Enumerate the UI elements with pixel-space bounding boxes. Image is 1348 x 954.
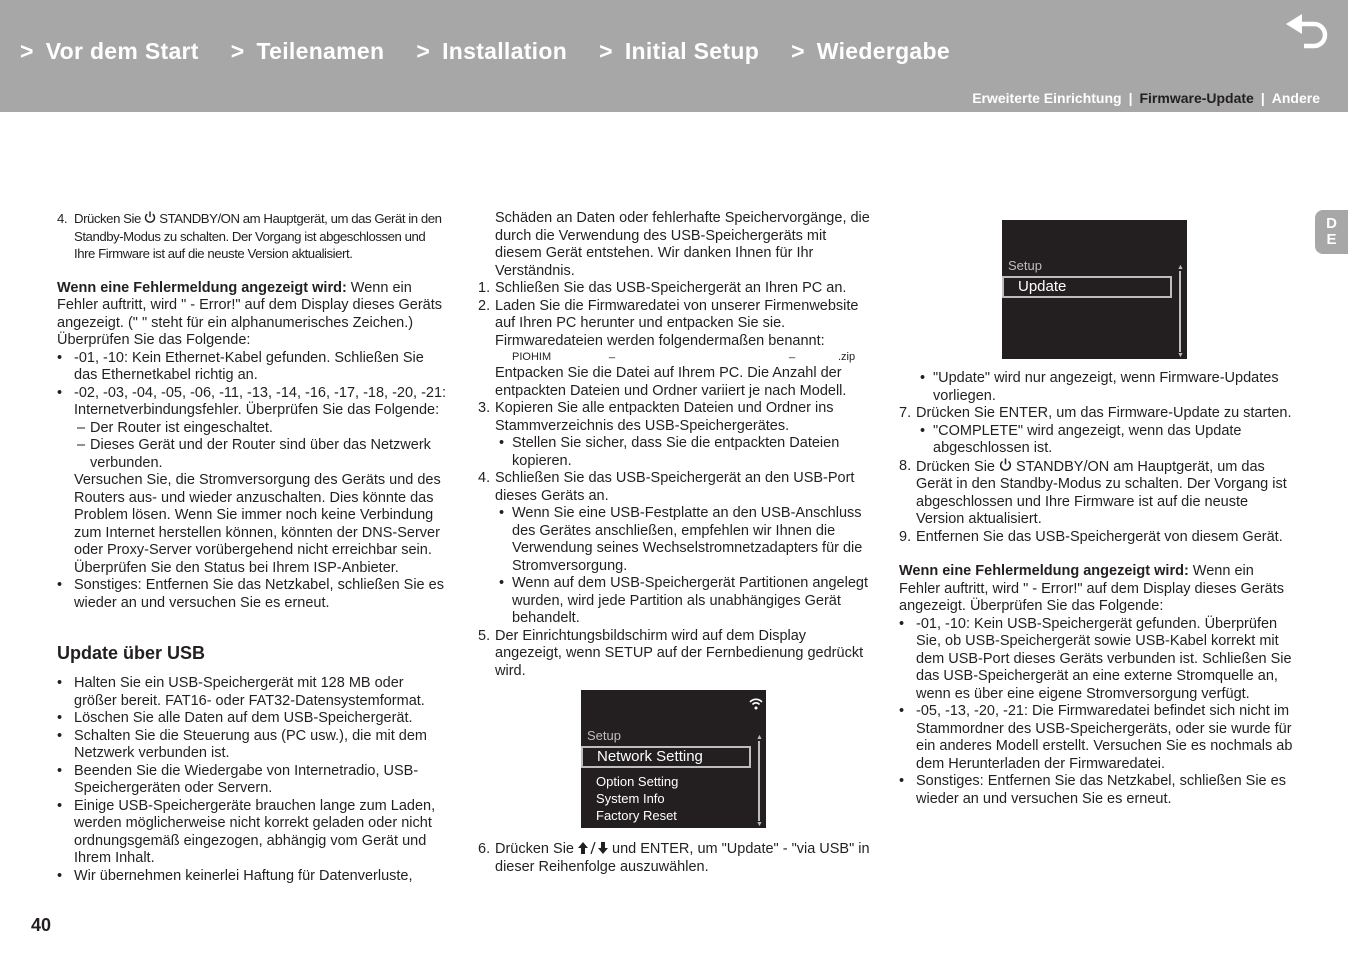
usb-step-8: 8. Drücken Sie STANDBY/ON am Hauptgerät, um das Gerät in den Standby-Modus zu schalten. Der Vorgang ist abgeschlossen und Ihre Firmware ist auf die neuste Version aktualisiert. xyxy=(899,457,1287,527)
check-item-2: – Dieses Gerät und der Router sind über das Netzwerk verbunden. xyxy=(77,437,431,471)
scroll-down-icon: ▼ xyxy=(756,821,763,828)
error-bullet-1: • -01, -10: Kein Ethernet-Kabel gefunden. Schließen Sie das Ethernetkabel richtig an. xyxy=(57,349,424,383)
usb-error-paragraph: Wenn eine Fehlermeldung angezeigt wird: Wenn ein Fehler auftritt, wird " - Error!" auf dem Display dieses Geräts angezeigt. Überprüfen Sie das Folgende: xyxy=(899,563,1285,614)
page-number: 40 xyxy=(31,915,52,935)
usb-step-2: 2. Laden Sie die Firmwaredatei von unserer Firmenwebsite auf Ihren PC herunter und entpacken Sie sie. Firmwaredateien werden folgendermaßen benannt: xyxy=(478,297,859,349)
usb-step-7: 7. Drücken Sie ENTER, um das Firmware-Update zu starten. xyxy=(899,405,1292,421)
firmware-filename: PIOHIM _ _ .zip xyxy=(512,347,856,363)
up-down-arrow-icon xyxy=(578,842,608,854)
usb-step-3-note: • Stellen Sie sicher, dass Sie die entpackten Dateien kopieren. xyxy=(499,435,840,469)
usb-step-4-note-1: • Wenn Sie eine USB-Festplatte an den USB-Anschluss des Gerätes anschließen, empfehlen wir Ihnen die Verwendung seines Wechselstromnetzadapters für die Stromversorgung. xyxy=(499,505,863,574)
column-2 xyxy=(478,210,870,876)
usb-error-bullet-1: • -01, -10: Kein USB-Speichergerät gefunden. Überprüfen Sie, ob USB-Speichergerät sowie USB-Kabel korrekt mit dem USB-Port dieses Geräts verbunden ist. Schließen Sie das USB-Speichergerät an eine externe Stromquelle an, wenn es über eine eigene Stromversorgung verfügt. xyxy=(899,615,1292,702)
usb-step-3: 3. Kopieren Sie alle entpackten Dateien und Ordner ins Stammverzeichnis des USB-Speichergerätes. xyxy=(478,400,834,434)
subnav-erweiterte-einrichtung[interactable]: Erweiterte Einrichtung xyxy=(972,90,1122,106)
scroll-down-icon-2: ▼ xyxy=(1177,352,1184,359)
subnav-firmware-update[interactable]: Firmware-Update xyxy=(1139,90,1254,106)
scrollbar-2[interactable] xyxy=(1179,271,1181,352)
usb-step-2-more: Entpacken Sie die Datei auf Ihrem PC. Die Anzahl der entpackten Dateien und Ordner variiert je nach Modell. xyxy=(495,365,847,399)
error-bullet-2: • -02, -03, -04, -05, -06, -11, -13, -14, -16, -17, -18, -20, -21: Internetverbindungsfehler. Überprüfen Sie das Folgende: xyxy=(57,384,447,418)
nav-wiedergabe[interactable]: > Wiedergabe xyxy=(791,38,950,64)
nav-vor-dem-start[interactable]: > Vor dem Start xyxy=(20,38,199,64)
nav-installation[interactable]: > Installation xyxy=(416,38,568,64)
usb-bullet-4: • Beenden Sie die Wiedergabe von Internetradio, USB-Speichergeräten oder Servern. xyxy=(57,762,419,796)
usb-step-4: 4. Schließen Sie das USB-Speichergerät an den USB-Port dieses Geräts an. xyxy=(478,470,855,504)
menu-item-update[interactable]: Update xyxy=(1002,276,1172,298)
back-arrow-icon[interactable] xyxy=(1284,14,1330,52)
usb-update-heading: Update über USB xyxy=(57,643,206,663)
menu-item-factory-reset[interactable]: Factory Reset xyxy=(596,808,677,823)
menu-item-network-setting[interactable]: Network Setting xyxy=(581,746,751,768)
usb-step-1: 1. Schließen Sie das USB-Speichergerät an Ihren PC an. xyxy=(478,280,847,296)
scrollbar[interactable] xyxy=(758,741,760,821)
language-tab: D E xyxy=(1315,210,1348,254)
error-bullet-2-more: Versuchen Sie, die Stromversorgung des Geräts und des Routers aus- und wieder anzuschalten. Dies könnte das Problem lösen. Wenn Sie immer noch keine Verbindung zum Internet herstellen können, könnten der DNS-Server oder Proxy-Server vorübergehend nicht erreichbar sein. Überprüfen Sie den Status bei Ihrem ISP-Anbieter. xyxy=(74,472,441,576)
usb-step-4-note-2: • Wenn auf dem USB-Speichergerät Partitionen angelegt wurden, wird jede Partition als unabhängiges Gerät behandelt. xyxy=(499,575,869,626)
error-paragraph: Wenn eine Fehlermeldung angezeigt wird: Wenn ein Fehler auftritt, wird " - Error!" auf dem Display dieses Geräts angezeigt. (" " steht für ein alphanumerisches Zeichen.) Überprüfen Sie das Folgende: xyxy=(57,279,443,348)
column-3 xyxy=(899,210,1294,808)
usb-bullet-6: • Wir übernehmen keinerlei Haftung für Datenverluste, xyxy=(57,867,413,884)
scroll-up-icon: ▲ xyxy=(756,734,763,741)
header-bar xyxy=(0,0,1348,112)
usb-error-bullet-2: • -05, -13, -20, -21: Die Firmwaredatei befindet sich nicht im Stammordner des USB-Speichergeräts, oder sie wurde für ein anderes Modell erstellt. Versuchen Sie es nochmals ab dem Herunterladen der Firmwaredatei. xyxy=(899,703,1293,772)
main-nav xyxy=(20,38,950,65)
nav-initial-setup[interactable]: > Initial Setup xyxy=(599,38,760,64)
usb-step-6: 6. Drücken Sie und ENTER, um "Update" - "via USB" in dieser Reihenfolge auszuwählen. xyxy=(478,841,870,875)
setup-screen-network xyxy=(581,690,766,828)
setup-screen-title: Setup xyxy=(587,728,621,743)
menu-item-system-info[interactable]: System Info xyxy=(596,791,665,806)
scroll-up-icon-2: ▲ xyxy=(1177,264,1184,271)
usb-bullet-2: • Löschen Sie alle Daten auf dem USB-Speichergerät. xyxy=(57,710,413,726)
usb-bullet-5: • Einige USB-Speichergeräte brauchen lange zum Laden, werden möglicherweise nicht korrekt geladen oder nicht ordnungsgemäß eingezogen, abhängig vom Gerät und Ihrem Inhalt. xyxy=(57,797,436,866)
complete-note: • "COMPLETE" wird angezeigt, wenn das Update abgeschlossen ist. xyxy=(920,422,1242,456)
error-bullet-3: • Sonstiges: Entfernen Sie das Netzkabel, schließen Sie es wieder an und versuchen Sie es erneut. xyxy=(57,577,444,611)
check-item-1: – Der Router ist eingeschaltet. xyxy=(77,419,273,436)
setup-screen-title-2: Setup xyxy=(1008,258,1042,273)
column-1 xyxy=(57,210,449,885)
subnav-andere[interactable]: Andere xyxy=(1271,90,1320,106)
sub-nav: Erweiterte Einrichtung | Firmware-Update | Andere xyxy=(972,90,1320,106)
usb-step-5: 5. Der Einrichtungsbildschirm wird auf dem Display angezeigt, wenn SETUP auf der Fernbedienung gedrückt wird. xyxy=(478,627,864,679)
disclaimer-continued: Schäden an Daten oder fehlerhafte Speichervorgänge, die durch die Verwendung des USB-Speichergeräts mit diesem Gerät entstehen. Wir danken Ihnen für Ihr Verständnis. xyxy=(495,210,870,279)
wifi-icon xyxy=(749,698,763,710)
update-note: • "Update" wird nur angezeigt, wenn Firmware-Updates vorliegen. xyxy=(920,370,1279,404)
menu-item-option-setting[interactable]: Option Setting xyxy=(596,774,679,789)
usb-bullet-1: • Halten Sie ein USB-Speichergerät mit 128 MB oder größer bereit. FAT16- oder FAT32-Datensystemformat. xyxy=(57,675,425,709)
power-icon xyxy=(144,211,156,224)
step-4: 4. Drücken Sie STANDBY/ON am Hauptgerät, um das Gerät in den Standby-Modus zu schalten. Der Vorgang ist abgeschlossen und Ihre Firmware ist auf die neuste Version aktualisiert. xyxy=(57,211,442,261)
power-icon-2 xyxy=(999,458,1012,472)
usb-bullet-3: • Schalten Sie die Steuerung aus (PC usw.), die mit dem Netzwerk verbunden ist. xyxy=(57,727,428,761)
usb-step-9: 9. Entfernen Sie das USB-Speichergerät von diesem Gerät. xyxy=(899,528,1283,545)
usb-error-bullet-3: • Sonstiges: Entfernen Sie das Netzkabel, schließen Sie es wieder an und versuchen Sie es erneut. xyxy=(899,773,1286,807)
setup-screen-update xyxy=(1002,220,1187,359)
nav-teilenamen[interactable]: > Teilenamen xyxy=(230,38,385,64)
